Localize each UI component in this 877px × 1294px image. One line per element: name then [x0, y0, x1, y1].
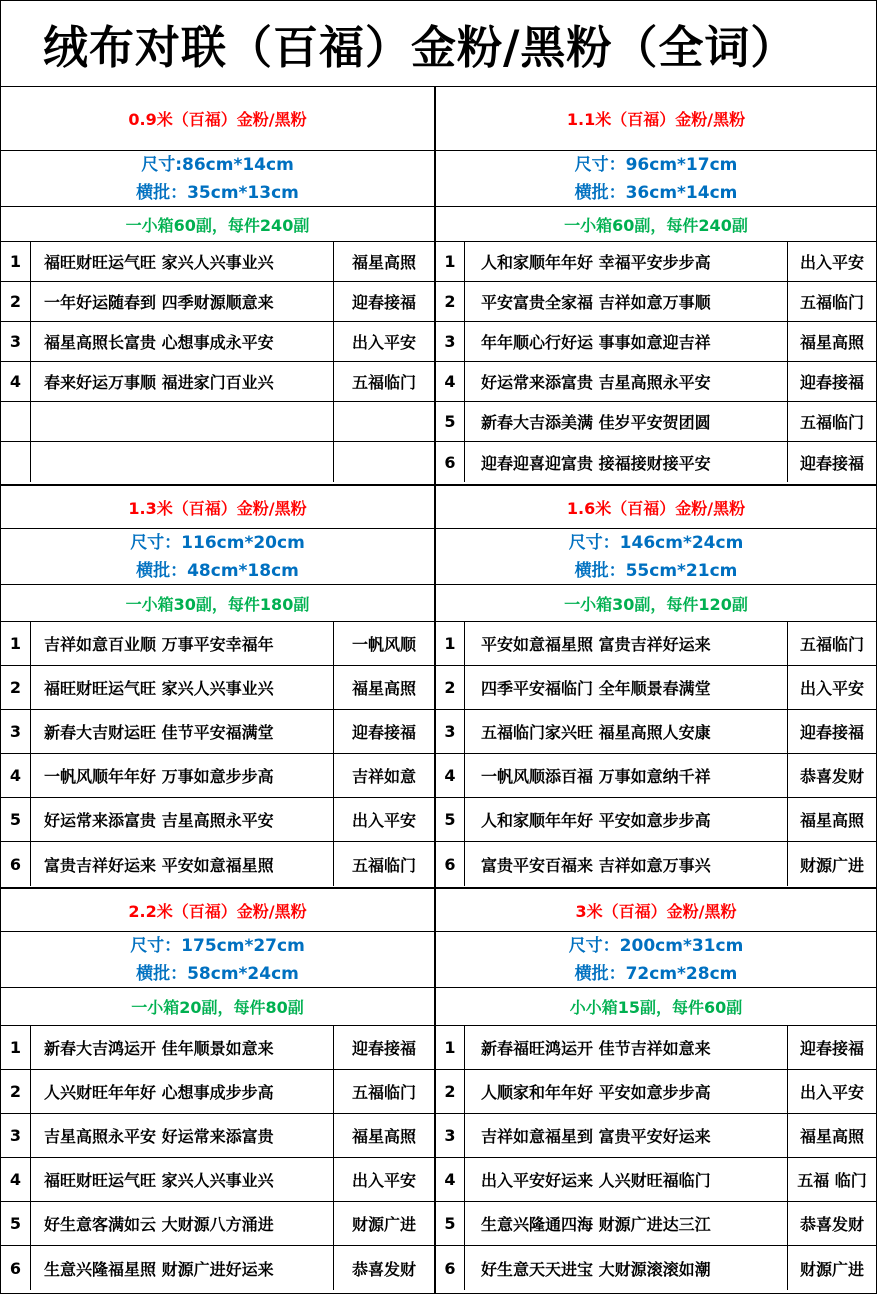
row-number — [1, 442, 31, 482]
row-number: 3 — [1, 1114, 31, 1157]
product-panel — [434, 486, 876, 888]
horizontal-scroll-text: 福星高照 — [799, 1127, 864, 1146]
packing-info: 一小箱20副，每件80副 — [1, 988, 434, 1026]
row-number: 1 — [1, 622, 31, 665]
couplet-text: 出入平安好运来 人兴财旺福临门 — [465, 1158, 788, 1201]
row-number: 2 — [1, 666, 31, 709]
horizontal-scroll-text — [334, 402, 434, 441]
couplet-text: 好运常来添富贵 吉星高照永平安 — [465, 362, 788, 401]
row-number — [1, 402, 31, 441]
couplet-text: 一帆风顺添百福 万事如意纳千祥 — [465, 754, 788, 797]
couplet-row — [1, 1026, 434, 1070]
page-title: 绒布对联（百福）金粉/黑粉（全词） — [1, 1, 876, 87]
size-text: 尺寸：96cm*17cm — [574, 154, 738, 175]
couplet-row — [1, 322, 434, 362]
horizontal-scroll-text: 福星高照 — [799, 811, 864, 830]
couplet-row — [1, 1202, 434, 1246]
size-text: 尺寸：146cm*24cm — [568, 532, 744, 553]
couplet-row — [436, 1026, 876, 1070]
couplet-row — [1, 242, 434, 282]
horizontal-scroll-text: 财源广进 — [799, 855, 864, 875]
couplet-row — [1, 362, 434, 402]
size-text: 尺寸:86cm*14cm — [141, 154, 294, 175]
couplet-text: 吉祥如意百业顺 万事平安幸福年 — [31, 622, 334, 665]
row-number: 4 — [436, 754, 465, 797]
product-panel — [1, 486, 434, 888]
couplet-text — [31, 442, 334, 482]
couplet-row — [436, 1246, 876, 1290]
packing-info: 小小箱15副，每件60副 — [436, 988, 876, 1026]
row-number: 2 — [1, 282, 31, 321]
product-panel — [434, 889, 876, 1293]
row-number: 5 — [1, 798, 31, 841]
horizontal-scroll-text: 一帆风顺 — [351, 635, 416, 654]
couplet-row — [436, 666, 876, 710]
horizontal-scroll-text: 恭喜发财 — [799, 767, 864, 786]
couplet-text: 福旺财旺运气旺 家兴人兴事业兴 — [31, 666, 334, 709]
couplet-text: 五福临门家兴旺 福星高照人安康 — [465, 710, 788, 753]
couplet-text: 四季平安福临门 全年顺景春满堂 — [465, 666, 788, 709]
row-number: 3 — [1, 322, 31, 361]
row-number: 2 — [1, 1070, 31, 1113]
couplet-text: 新春福旺鸿运开 佳节吉祥如意来 — [465, 1026, 788, 1069]
couplet-row — [1, 754, 434, 798]
row-number: 3 — [1, 710, 31, 753]
size-info — [1, 151, 434, 207]
couplet-row — [436, 1070, 876, 1114]
couplet-text: 富贵吉祥好运来 平安如意福星照 — [31, 842, 334, 886]
couplet-row — [1, 842, 434, 886]
couplet-row — [436, 754, 876, 798]
horizontal-scroll-text: 福星高照 — [799, 333, 864, 352]
horizontal-scroll-text: 五福临门 — [351, 855, 416, 875]
couplet-text: 人顺家和年年好 平安如意步步高 — [465, 1070, 788, 1113]
horizontal-scroll-text: 迎春接福 — [799, 1039, 864, 1058]
product-header: 1.1米（百福）金粉/黑粉 — [436, 87, 876, 151]
horizontal-scroll-text: 出入平安 — [351, 1171, 416, 1190]
horizontal-scroll-text: 迎春接福 — [351, 723, 416, 742]
row-number: 4 — [1, 1158, 31, 1201]
row-number: 3 — [436, 1114, 465, 1157]
size-text: 尺寸：116cm*20cm — [130, 532, 305, 553]
horizontal-scroll-text: 恭喜发财 — [351, 1259, 416, 1279]
couplet-text: 新春大吉添美满 佳岁平安贺团圆 — [465, 402, 788, 441]
banner-size-text: 横批：72cm*28cm — [574, 963, 738, 984]
row-number: 4 — [436, 362, 465, 401]
couplet-text: 生意兴隆通四海 财源广进达三江 — [465, 1202, 788, 1245]
couplet-text: 福旺财旺运气旺 家兴人兴事业兴 — [31, 1158, 334, 1201]
row-number: 4 — [1, 754, 31, 797]
couplet-text: 平安如意福星照 富贵吉祥好运来 — [465, 622, 788, 665]
horizontal-scroll-text: 出入平安 — [799, 253, 864, 272]
couplet-row — [436, 362, 876, 402]
couplet-row — [436, 842, 876, 886]
horizontal-scroll-text: 迎春接福 — [351, 1039, 416, 1058]
horizontal-scroll-text: 出入平安 — [351, 333, 416, 352]
couplet-row — [1, 622, 434, 666]
row-number: 1 — [1, 242, 31, 281]
row-number: 5 — [436, 798, 465, 841]
couplet-text: 春来好运万事顺 福进家门百业兴 — [31, 362, 334, 401]
row-number: 6 — [1, 842, 31, 886]
row-number: 6 — [436, 842, 465, 886]
horizontal-scroll-text: 出入平安 — [351, 811, 416, 830]
size-text: 尺寸：175cm*27cm — [130, 935, 305, 956]
product-panel — [1, 889, 434, 1293]
couplet-row — [436, 622, 876, 666]
product-header: 1.6米（百福）金粉/黑粉 — [436, 486, 876, 529]
couplet-row — [436, 442, 876, 482]
couplet-text: 新春大吉鸿运开 佳年顺景如意来 — [31, 1026, 334, 1069]
size-info — [436, 529, 876, 585]
couplet-text: 年年顺心行好运 事事如意迎吉祥 — [465, 322, 788, 361]
product-header: 2.2米（百福）金粉/黑粉 — [1, 889, 434, 932]
couplet-row — [436, 1202, 876, 1246]
couplet-text: 福旺财旺运气旺 家兴人兴事业兴 — [31, 242, 334, 281]
packing-info: 一小箱30副，每件180副 — [1, 585, 434, 622]
couplet-text: 生意兴隆福星照 财源广进好运来 — [31, 1246, 334, 1290]
row-number: 5 — [436, 402, 465, 441]
couplet-row — [436, 710, 876, 754]
couplet-row — [1, 442, 434, 482]
banner-size-text: 横批：55cm*21cm — [574, 560, 738, 581]
horizontal-scroll-text: 五福临门 — [351, 373, 416, 392]
row-number: 1 — [436, 1026, 465, 1069]
horizontal-scroll-text: 出入平安 — [799, 1083, 864, 1102]
couplet-row — [436, 322, 876, 362]
row-number: 5 — [436, 1202, 465, 1245]
banner-size-text: 横批：48cm*18cm — [136, 560, 299, 581]
couplet-row — [436, 1114, 876, 1158]
horizontal-scroll-text: 五福 临门 — [797, 1171, 867, 1190]
couplet-row — [436, 1158, 876, 1202]
horizontal-scroll-text: 迎春接福 — [351, 293, 416, 312]
couplet-text: 平安富贵全家福 吉祥如意万事顺 — [465, 282, 788, 321]
row-number: 1 — [436, 622, 465, 665]
size-info — [1, 932, 434, 988]
couplet-text: 好生意客满如云 大财源八方涌进 — [31, 1202, 334, 1245]
couplet-row — [1, 1070, 434, 1114]
row-number: 3 — [436, 322, 465, 361]
horizontal-scroll-text: 财源广进 — [351, 1215, 416, 1234]
horizontal-scroll-text: 恭喜发财 — [799, 1215, 864, 1234]
size-info — [436, 932, 876, 988]
horizontal-scroll-text: 五福临门 — [799, 635, 864, 654]
couplet-text: 好运常来添富贵 吉星高照永平安 — [31, 798, 334, 841]
banner-size-text: 横批：36cm*14cm — [574, 182, 738, 203]
horizontal-scroll-text: 福星高照 — [351, 679, 416, 698]
couplet-text: 好生意天天进宝 大财源滚滚如潮 — [465, 1246, 788, 1290]
product-panel — [1, 87, 434, 485]
size-info — [1, 529, 434, 585]
row-number: 5 — [1, 1202, 31, 1245]
couplet-text: 人和家顺年年好 幸福平安步步高 — [465, 242, 788, 281]
horizontal-scroll-text: 迎春接福 — [799, 373, 864, 392]
couplet-row — [436, 402, 876, 442]
couplet-row — [1, 1158, 434, 1202]
couplet-text: 一帆风顺年年好 万事如意步步高 — [31, 754, 334, 797]
row-number: 2 — [436, 282, 465, 321]
couplet-text — [31, 402, 334, 441]
row-number: 2 — [436, 666, 465, 709]
couplet-text: 吉星高照永平安 好运常来添富贵 — [31, 1114, 334, 1157]
horizontal-scroll-text: 五福临门 — [351, 1083, 416, 1102]
horizontal-scroll-text: 财源广进 — [799, 1259, 864, 1279]
horizontal-scroll-text: 福星高照 — [351, 253, 416, 272]
packing-info: 一小箱30副，每件120副 — [436, 585, 876, 622]
packing-info: 一小箱60副，每件240副 — [436, 207, 876, 242]
couplet-text: 新春大吉财运旺 佳节平安福满堂 — [31, 710, 334, 753]
product-header: 0.9米（百福）金粉/黑粉 — [1, 87, 434, 151]
couplet-row — [1, 666, 434, 710]
couplet-text: 迎春迎喜迎富贵 接福接财接平安 — [465, 442, 788, 482]
couplet-text: 吉祥如意福星到 富贵平安好运来 — [465, 1114, 788, 1157]
horizontal-scroll-text: 五福临门 — [799, 413, 864, 432]
product-band — [1, 889, 876, 1293]
couplet-text: 一年好运随春到 四季财源顺意来 — [31, 282, 334, 321]
horizontal-scroll-text: 出入平安 — [799, 679, 864, 698]
couplet-text: 福星高照长富贵 心想事成永平安 — [31, 322, 334, 361]
horizontal-scroll-text: 五福临门 — [799, 293, 864, 312]
product-band — [1, 486, 876, 888]
row-number: 1 — [436, 242, 465, 281]
product-header: 1.3米（百福）金粉/黑粉 — [1, 486, 434, 529]
row-number: 6 — [436, 1246, 465, 1290]
couplet-text: 人和家顺年年好 平安如意步步高 — [465, 798, 788, 841]
row-number: 4 — [1, 362, 31, 401]
couplet-row — [1, 402, 434, 442]
row-number: 2 — [436, 1070, 465, 1113]
couplet-row — [1, 282, 434, 322]
couplet-text: 人兴财旺年年好 心想事成步步高 — [31, 1070, 334, 1113]
couplet-row — [436, 282, 876, 322]
size-text: 尺寸：200cm*31cm — [568, 935, 744, 956]
packing-info: 一小箱60副，每件240副 — [1, 207, 434, 242]
product-band — [1, 87, 876, 485]
horizontal-scroll-text: 迎春接福 — [799, 453, 864, 473]
banner-size-text: 横批：58cm*24cm — [136, 963, 299, 984]
couplet-row — [1, 1114, 434, 1158]
row-number: 1 — [1, 1026, 31, 1069]
couplet-row — [436, 242, 876, 282]
row-number: 6 — [1, 1246, 31, 1290]
row-number: 6 — [436, 442, 465, 482]
couplet-row — [1, 1246, 434, 1290]
horizontal-scroll-text: 福星高照 — [351, 1127, 416, 1146]
row-number: 3 — [436, 710, 465, 753]
couplet-text: 富贵平安百福来 吉祥如意万事兴 — [465, 842, 788, 886]
product-panel — [434, 87, 876, 485]
couplet-row — [1, 710, 434, 754]
couplet-row — [436, 798, 876, 842]
row-number: 4 — [436, 1158, 465, 1201]
couplet-row — [1, 798, 434, 842]
horizontal-scroll-text: 迎春接福 — [799, 723, 864, 742]
size-info — [436, 151, 876, 207]
product-header: 3米（百福）金粉/黑粉 — [436, 889, 876, 932]
horizontal-scroll-text — [334, 442, 434, 482]
banner-size-text: 横批：35cm*13cm — [136, 182, 299, 203]
horizontal-scroll-text: 吉祥如意 — [351, 767, 416, 786]
